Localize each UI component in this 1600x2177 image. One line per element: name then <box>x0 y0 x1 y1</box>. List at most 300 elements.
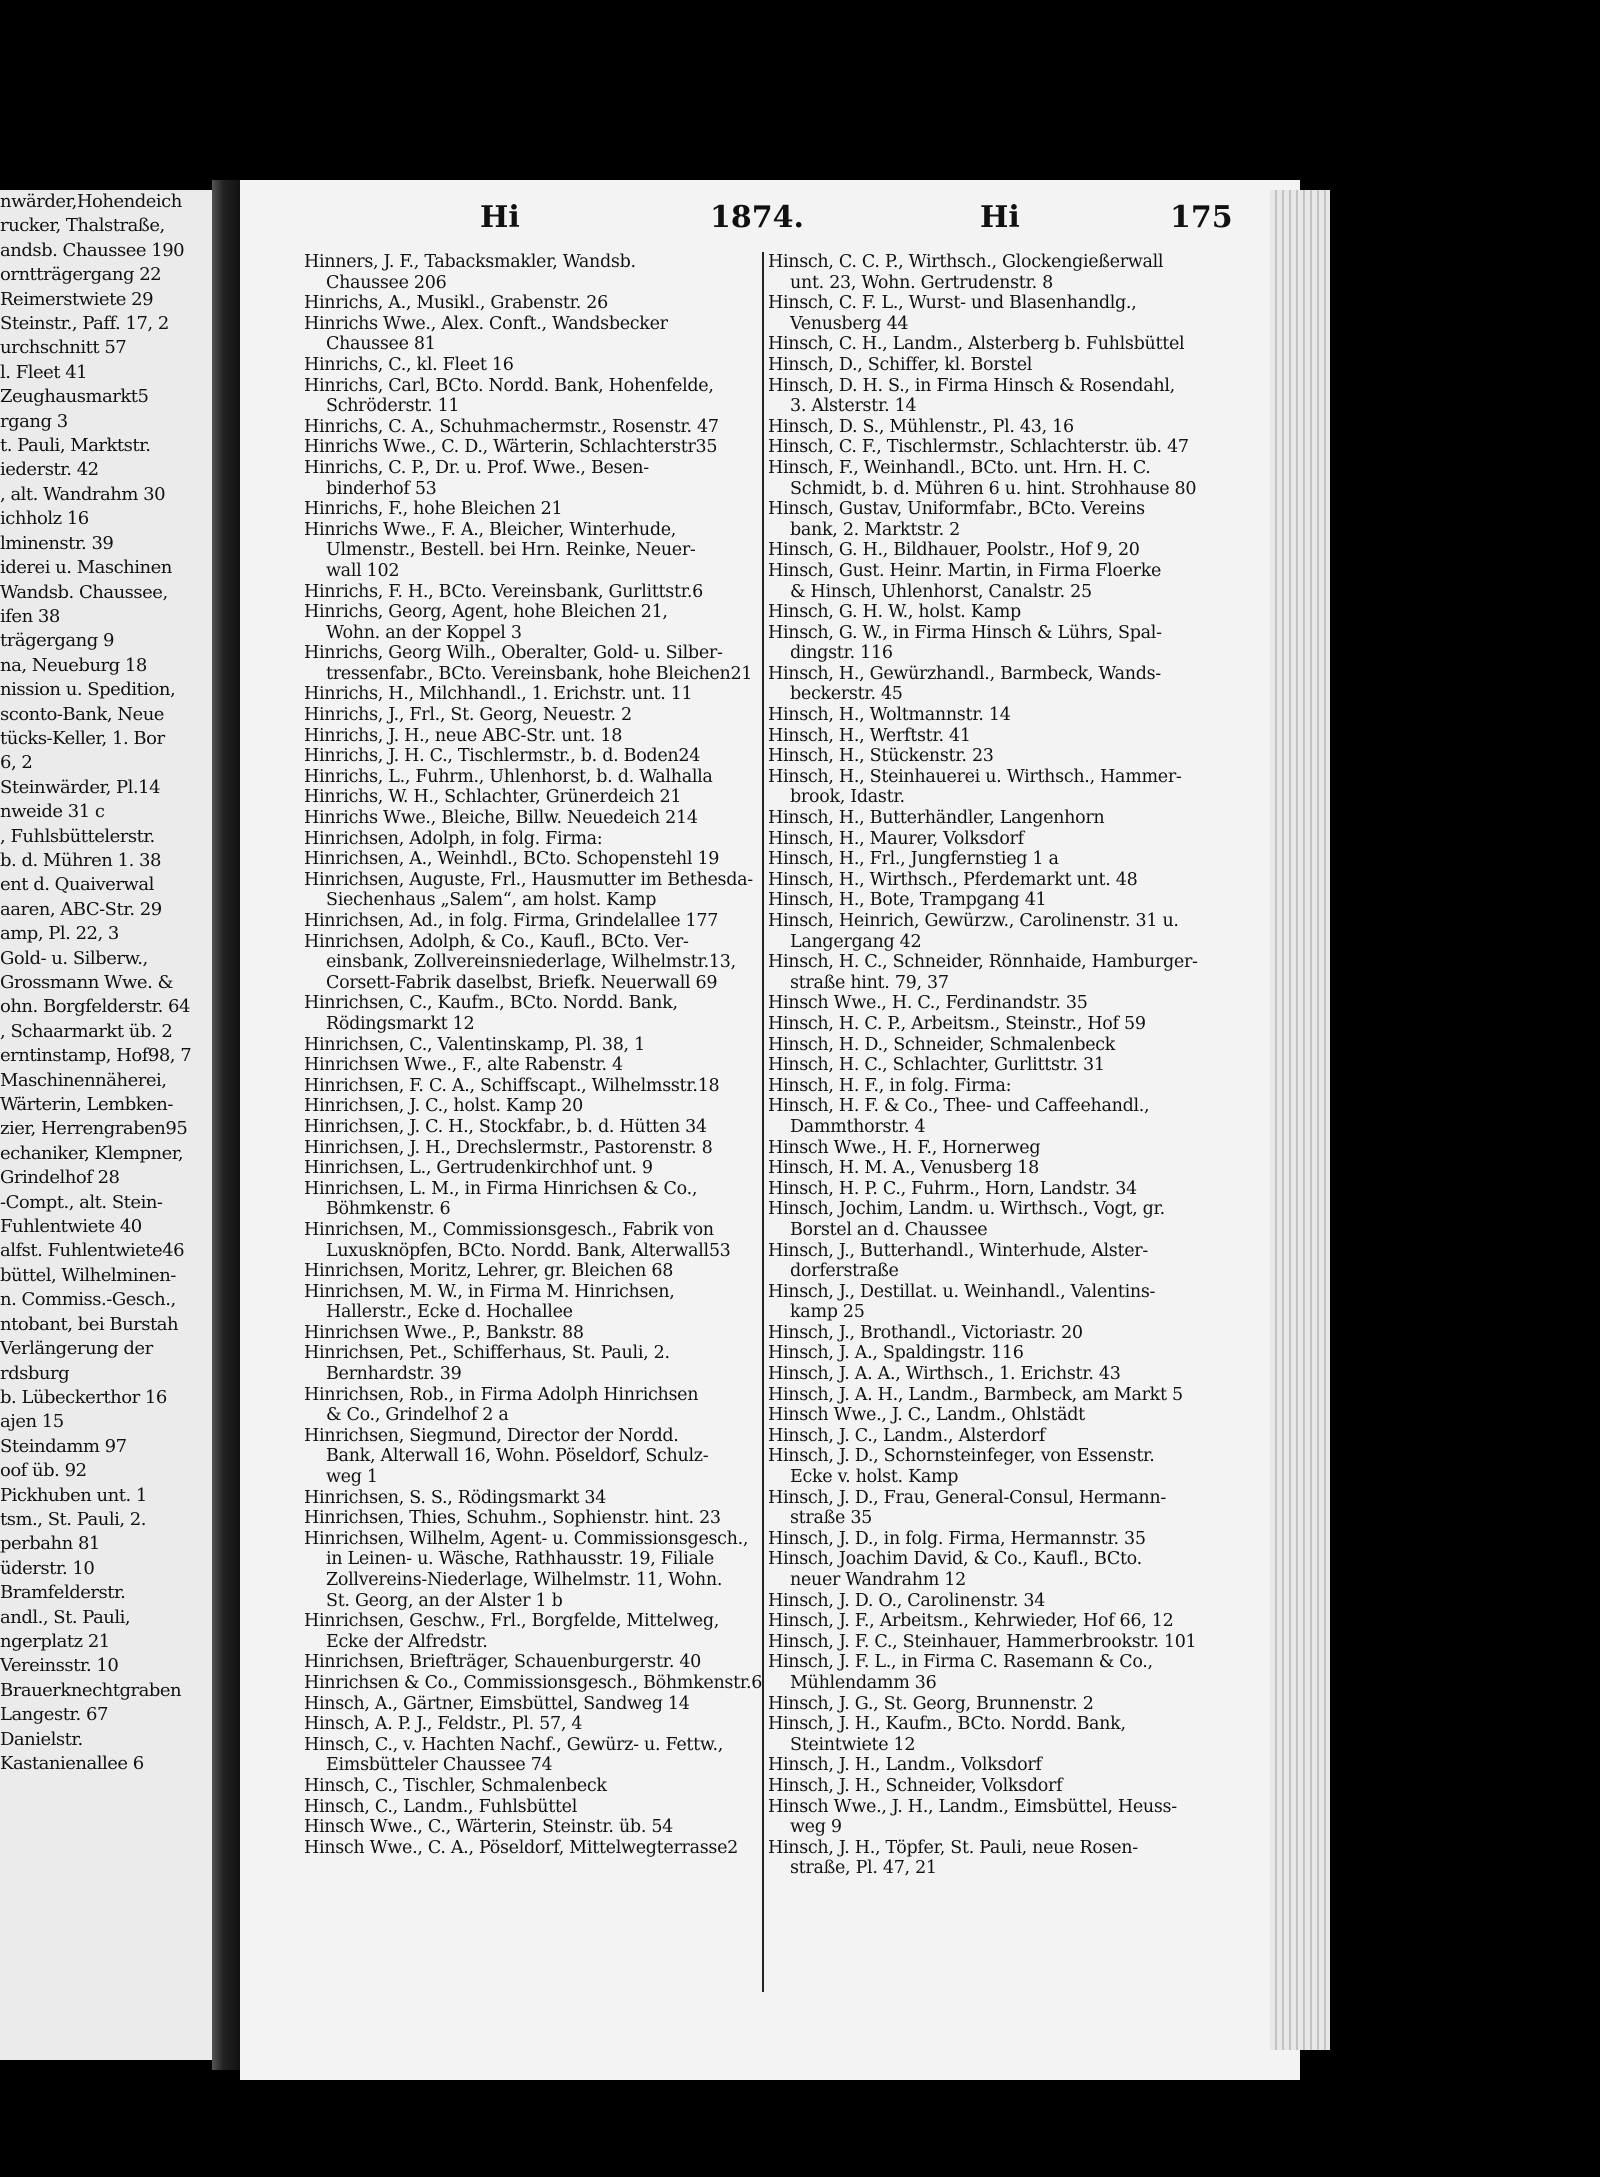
directory-entry <box>768 602 1228 623</box>
entry-line: Hinrichsen, Siegmund, Director der Nordd. <box>304 1425 679 1446</box>
entry-line: Hinsch, J. A., Spaldingstr. 116 <box>768 1343 1024 1364</box>
entry-continuation: Böhmkenstr. 6 <box>326 1199 451 1220</box>
left-fragment-line: , Fuhlsbüttelerstr. <box>0 825 155 847</box>
entry-line: Hinrichsen, Adolph, & Co., Kaufl., BCto. Ver- <box>304 931 689 952</box>
directory-entry <box>768 705 1228 726</box>
directory-entry <box>768 1343 1228 1364</box>
entry-continuation: & Co., Grindelhof 2 a <box>326 1405 509 1426</box>
left-fragment-line: lminenstr. 39 <box>0 532 114 554</box>
entry-line: Hinsch Wwe., J. H., Landm., Eimsbüttel, Heuss- <box>768 1796 1177 1817</box>
left-fragment-line: ent d. Quaiverwal <box>0 874 154 896</box>
entry-continuation: Langergang 42 <box>790 931 922 952</box>
directory-entry <box>768 437 1228 458</box>
left-fragment-line: echaniker, Klempner, <box>0 1142 184 1164</box>
page-header <box>300 200 1233 244</box>
entry-line: Hinrichsen, L., Gertrudenkirchhof unt. 9 <box>304 1158 653 1179</box>
directory-entry <box>768 1755 1228 1776</box>
directory-entry <box>304 1343 762 1384</box>
entry-line: Hinsch, H. F. & Co., Thee- und Caffeehandl., <box>768 1096 1150 1117</box>
entry-continuation: Zollvereins-Niederlage, Wilhelmstr. 11, Wohn. <box>326 1570 723 1590</box>
entry-line: Hinrichs, C. A., Schuhmachermstr., Rosenstr. 47 <box>304 416 719 437</box>
entry-continuation: einsbank, Zollvereinsniederlage, Wilhelmstr.13, <box>326 952 736 973</box>
directory-entry <box>768 561 1228 602</box>
left-fragment-line: n. Commiss.-Gesch., <box>0 1289 176 1311</box>
entry-continuation: straße, Pl. 47, 21 <box>790 1858 937 1879</box>
left-fragment-line: b. Lübeckerthor 16 <box>0 1386 167 1408</box>
directory-entry <box>304 1735 762 1776</box>
left-fragment-line: t. Pauli, Marktstr. <box>0 435 151 457</box>
entry-line: Hinrichs, H., Milchhandl., 1. Erichstr. unt. 11 <box>304 684 693 705</box>
entry-line: Hinsch, C., Landm., Fuhlsbüttel <box>304 1796 578 1817</box>
directory-entry <box>304 1138 762 1159</box>
left-fragment-line: alfst. Fuhlentwiete46 <box>0 1240 185 1262</box>
directory-entry <box>768 1632 1228 1653</box>
entry-line: Hinrichs Wwe., Alex. Conft., Wandsbecker <box>304 313 668 334</box>
entry-continuation: tressenfabr., BCto. Vereinsbank, hohe Bleichen21 <box>326 663 753 684</box>
directory-entry <box>304 458 762 499</box>
entry-line: Hinsch, H. F., in folg. Firma: <box>768 1075 1012 1096</box>
directory-entry <box>304 932 762 994</box>
directory-entry <box>304 602 762 643</box>
left-fragment-line: ifen 38 <box>0 605 60 627</box>
directory-entry <box>304 1817 762 1838</box>
directory-entry <box>768 540 1228 561</box>
directory-entry <box>304 726 762 747</box>
directory-entry <box>768 726 1228 747</box>
entry-line: Hinrichs Wwe., C. D., Wärterin, Schlachterstr35 <box>304 437 718 458</box>
left-fragment-line: ichholz 16 <box>0 508 89 530</box>
left-fragment-line: oof üb. 92 <box>0 1460 87 1482</box>
left-fragment-line: Wärterin, Lembken- <box>0 1094 173 1116</box>
entry-line: Hinsch, C., Tischler, Schmalenbeck <box>304 1775 607 1796</box>
directory-entry <box>768 1138 1228 1159</box>
left-fragment-line: Zeughausmarkt5 <box>0 386 149 408</box>
left-fragment-line: Brauerknechtgraben <box>0 1679 182 1701</box>
directory-entry <box>768 1076 1228 1097</box>
left-fragment-line: perbahn 81 <box>0 1533 100 1555</box>
entry-line: Hinrichs, A., Musikl., Grabenstr. 26 <box>304 293 608 314</box>
header-year: 1874. <box>710 200 804 235</box>
left-fragment-line: Langestr. 67 <box>0 1704 108 1726</box>
entry-line: Hinrichs, Carl, BCto. Nordd. Bank, Hohenfelde, <box>304 375 714 396</box>
entry-line: Hinsch, D. S., Mühlenstr., Pl. 43, 16 <box>768 416 1074 437</box>
entry-line: Hinsch, A. P. J., Feldstr., Pl. 57, 4 <box>304 1714 583 1735</box>
directory-entry <box>304 870 762 911</box>
directory-entry <box>304 829 762 850</box>
directory-entry <box>304 1776 762 1797</box>
entry-line: Hinsch, H., Wirthsch., Pferdemarkt unt. 48 <box>768 869 1138 890</box>
directory-entry <box>304 1673 762 1694</box>
entry-line: Hinrichsen, A., Weinhdl., BCto. Schopenstehl 19 <box>304 849 720 870</box>
entry-continuation: Chaussee 81 <box>326 334 436 355</box>
left-fragment-line: Steindamm 97 <box>0 1435 127 1457</box>
left-fragment-line: aaren, ABC-Str. 29 <box>0 898 162 920</box>
entry-line: Hinsch, H. D., Schneider, Schmalenbeck <box>768 1034 1116 1055</box>
entry-line: Hinsch, H., Frl., Jungfernstieg 1 a <box>768 849 1059 870</box>
entry-continuation: 3. Alsterstr. 14 <box>790 396 917 417</box>
directory-entry <box>304 808 762 829</box>
book-gutter <box>212 180 240 2070</box>
entry-line: Hinrichsen, L. M., in Firma Hinrichsen & Co., <box>304 1178 698 1199</box>
entry-continuation: Steintwiete 12 <box>790 1734 916 1755</box>
entry-continuation: Eimsbütteler Chaussee 74 <box>326 1755 553 1776</box>
directory-entry <box>304 787 762 808</box>
directory-entry <box>768 1776 1228 1797</box>
entry-line: Hinsch, H., Steinhauerei u. Wirthsch., Hammer- <box>768 766 1182 787</box>
entry-line: Hinrichsen, J. H., Drechslermstr., Pastorenstr. 8 <box>304 1137 713 1158</box>
directory-entry <box>768 1179 1228 1200</box>
directory-entry <box>768 1035 1228 1056</box>
directory-entry <box>768 458 1228 499</box>
left-fragment-line: Vereinsstr. 10 <box>0 1655 119 1677</box>
left-fragment-line: sconto-Bank, Neue <box>0 703 164 725</box>
directory-entry <box>768 1096 1228 1137</box>
directory-entry <box>768 1158 1228 1179</box>
entry-line: Hinsch Wwe., H. C., Ferdinandstr. 35 <box>768 993 1088 1014</box>
directory-entry <box>768 293 1228 334</box>
entry-line: Hinrichsen, Wilhelm, Agent- u. Commissionsgesch., <box>304 1528 749 1549</box>
entry-line: Hinrichs, J. H., neue ABC-Str. unt. 18 <box>304 725 623 746</box>
left-fragment-line: l. Fleet 41 <box>0 361 88 383</box>
directory-entry <box>768 623 1228 664</box>
entry-line: Hinrichs, F., hohe Bleichen 21 <box>304 499 563 520</box>
left-fragment-line: Bramfelderstr. <box>0 1582 126 1604</box>
entry-line: Hinsch, Jochim, Landm. u. Wirthsch., Vogt, gr. <box>768 1199 1165 1220</box>
directory-entry <box>304 376 762 417</box>
directory-entry <box>768 767 1228 808</box>
directory-entry <box>304 1117 762 1138</box>
entry-continuation: Schröderstr. 11 <box>326 396 460 417</box>
directory-entry <box>768 1611 1228 1632</box>
directory-entry <box>304 355 762 376</box>
entry-line: Hinsch, J. D., Schornsteinfeger, von Essenstr. <box>768 1446 1155 1467</box>
entry-line: Hinsch, H. M. A., Venusberg 18 <box>768 1158 1039 1179</box>
entry-line: Hinsch, H., Bote, Trampgang 41 <box>768 890 1047 911</box>
directory-entry <box>304 705 762 726</box>
entry-line: Hinrichsen, M. W., in Firma M. Hinrichsen, <box>304 1281 675 1302</box>
directory-entry <box>768 499 1228 540</box>
directory-entry <box>304 1838 762 1859</box>
left-fragment-line: urchschnitt 57 <box>0 337 127 359</box>
left-fragment-line: tücks-Keller, 1. Bor <box>0 727 165 749</box>
directory-entry <box>768 870 1228 891</box>
directory-entry <box>304 1508 762 1529</box>
directory-entry <box>304 1652 762 1673</box>
directory-entry <box>768 334 1228 355</box>
directory-entry <box>304 849 762 870</box>
entry-line: Hinsch, J. A. A., Wirthsch., 1. Erichstr. 43 <box>768 1364 1121 1385</box>
entry-line: Hinrichsen, J. C. H., Stockfabr., b. d. Hütten 34 <box>304 1116 707 1137</box>
entry-line: Hinrichs, Georg, Agent, hohe Bleichen 21, <box>304 602 668 623</box>
directory-entry <box>768 1797 1228 1838</box>
left-fragment-line: üderstr. 10 <box>0 1557 95 1579</box>
left-fragment-line: , alt. Wandrahm 30 <box>0 483 166 505</box>
entry-line: Hinsch, H. C., Schlachter, Gurlittstr. 31 <box>768 1055 1105 1076</box>
directory-entry <box>768 664 1228 705</box>
entry-line: Hinsch, H., Woltmannstr. 14 <box>768 705 1011 726</box>
left-fragment-line: zier, Herrengraben95 <box>0 1118 188 1140</box>
entry-line: Hinsch, J. C., Landm., Alsterdorf <box>768 1425 1046 1446</box>
left-fragment-line: Fuhlentwiete 40 <box>0 1216 142 1238</box>
directory-entry <box>304 746 762 767</box>
directory-entry <box>768 1364 1228 1385</box>
entry-line: Hinsch, J. H., Töpfer, St. Pauli, neue Rosen- <box>768 1837 1138 1858</box>
left-fragment-line: trägergang 9 <box>0 630 114 652</box>
entry-line: Hinsch, J. H., Kaufm., BCto. Nordd. Bank, <box>768 1714 1126 1735</box>
directory-entry <box>304 293 762 314</box>
directory-entry <box>304 1220 762 1261</box>
entry-line: Hinsch, H., Butterhändler, Langenhorn <box>768 808 1105 829</box>
directory-entry <box>768 1446 1228 1487</box>
entry-line: Hinrichsen, Briefträger, Schauenburgerstr. 40 <box>304 1652 702 1673</box>
left-fragment-line: Maschinennäherei, <box>0 1069 167 1091</box>
left-fragment-line: na, Neueburg 18 <box>0 654 147 676</box>
directory-column-2 <box>768 252 1228 1879</box>
entry-continuation: Ecke v. holst. Kamp <box>790 1467 959 1488</box>
entry-line: Hinrichsen, J. C., holst. Kamp 20 <box>304 1096 583 1117</box>
left-fragment-line: Kastanienallee 6 <box>0 1753 144 1774</box>
left-page-fragment <box>0 190 212 2060</box>
entry-line: Hinsch, J. A. H., Landm., Barmbeck, am Markt 5 <box>768 1384 1183 1405</box>
directory-entry <box>304 1797 762 1818</box>
directory-entry <box>768 1199 1228 1240</box>
entry-continuation: Mühlendamm 36 <box>790 1672 937 1693</box>
directory-entry <box>768 1282 1228 1323</box>
directory-entry <box>768 1405 1228 1426</box>
left-fragment-line: Steinwärder, Pl.14 <box>0 776 161 798</box>
entry-line: Hinrichsen, Geschw., Frl., Borgfelde, Mittelweg, <box>304 1611 719 1632</box>
entry-continuation: in Leinen- u. Wäsche, Rathhausstr. 19, Filiale <box>326 1549 714 1570</box>
left-fragment-line: andsb. Chaussee 190 <box>0 239 185 261</box>
left-fragment-line: Danielstr. <box>0 1728 83 1750</box>
entry-line: Hinsch, H., Maurer, Volksdorf <box>768 828 1024 849</box>
entry-line: Hinrichs Wwe., F. A., Bleicher, Winterhude, <box>304 519 677 540</box>
directory-entry <box>768 1694 1228 1715</box>
directory-entry <box>304 1426 762 1488</box>
directory-entry <box>768 911 1228 952</box>
directory-entry <box>768 1488 1228 1529</box>
directory-entry <box>768 1241 1228 1282</box>
entry-continuation: beckerstr. 45 <box>790 684 903 705</box>
directory-entry <box>768 1591 1228 1612</box>
directory-entry <box>768 1055 1228 1076</box>
entry-line: Hinrichsen, C., Valentinskamp, Pl. 38, 1 <box>304 1034 645 1055</box>
entry-continuation: wall 102 <box>326 560 400 581</box>
entry-line: Hinrichsen, Auguste, Frl., Hausmutter im Bethesda- <box>304 869 753 890</box>
directory-entry <box>304 767 762 788</box>
entry-continuation: weg 9 <box>790 1817 842 1838</box>
directory-entry <box>304 1385 762 1426</box>
directory-entry <box>304 417 762 438</box>
directory-entry <box>304 684 762 705</box>
directory-entry <box>304 1158 762 1179</box>
entry-line: Hinrichsen, C., Kaufm., BCto. Nordd. Bank, <box>304 993 678 1014</box>
entry-line: Hinsch, J. D. O., Carolinenstr. 34 <box>768 1590 1046 1611</box>
entry-line: Hinsch, D., Schiffer, kl. Borstel <box>768 354 1033 375</box>
entry-line: Hinrichsen, Pet., Schifferhaus, St. Pauli, 2. <box>304 1343 670 1364</box>
directory-entry <box>304 252 762 293</box>
entry-line: Hinsch, Gust. Heinr. Martin, in Firma Floerke <box>768 560 1162 581</box>
directory-entry <box>768 1385 1228 1406</box>
directory-entry <box>768 1323 1228 1344</box>
directory-column-1 <box>304 252 762 1858</box>
directory-entry <box>304 1694 762 1715</box>
entry-line: Hinrichsen & Co., Commissionsgesch., Böhmkenstr.6 <box>304 1672 763 1693</box>
entry-line: Hinsch, F., Weinhandl., BCto. unt. Hrn. H. C. <box>768 457 1151 478</box>
directory-entry <box>768 1014 1228 1035</box>
left-fragment-line: -Compt., alt. Stein- <box>0 1191 163 1213</box>
left-fragment-line: b. d. Mühren 1. 38 <box>0 849 161 871</box>
directory-entry <box>304 643 762 684</box>
entry-line: Hinners, J. F., Tabacksmakler, Wandsb. <box>304 252 636 272</box>
entry-line: Hinrichs, J. H. C., Tischlermstr., b. d. Boden24 <box>304 746 701 767</box>
directory-entry <box>304 499 762 520</box>
entry-line: Hinsch, J., Butterhandl., Winterhude, Alster- <box>768 1240 1148 1261</box>
directory-entry <box>768 890 1228 911</box>
entry-line: Hinsch, J., Destillat. u. Weinhandl., Valentins- <box>768 1281 1156 1302</box>
header-right-letters: Hi <box>980 200 1020 235</box>
entry-line: Hinsch, C. C. P., Wirthsch., Glockengießerwall <box>768 252 1164 272</box>
entry-line: Hinrichsen, Moritz, Lehrer, gr. Bleichen 68 <box>304 1261 674 1282</box>
left-fragment-line: rdsburg <box>0 1362 70 1384</box>
left-fragment-line: 6, 2 <box>0 752 33 774</box>
directory-entry <box>304 1611 762 1652</box>
entry-continuation: brook, Idastr. <box>790 787 905 808</box>
left-fragment-line: ntobant, bei Burstah <box>0 1313 179 1335</box>
entry-line: Hinsch, J. F., Arbeitsm., Kehrwieder, Hof 66, 12 <box>768 1611 1174 1632</box>
directory-entry <box>304 1261 762 1282</box>
entry-line: Hinsch, Gustav, Uniformfabr., BCto. Vereins <box>768 499 1145 520</box>
entry-continuation: weg 1 <box>326 1467 378 1488</box>
directory-entry <box>768 829 1228 850</box>
entry-line: Hinsch, C. F., Tischlermstr., Schlachterstr. üb. 47 <box>768 437 1189 458</box>
entry-line: Hinsch Wwe., C., Wärterin, Steinstr. üb. 54 <box>304 1817 674 1838</box>
entry-continuation: bank, 2. Marktstr. 2 <box>790 519 960 540</box>
directory-entry <box>304 582 762 603</box>
left-fragment-line: nission u. Spedition, <box>0 679 176 701</box>
entry-line: Hinsch Wwe., C. A., Pöseldorf, Mittelwegterrasse2 <box>304 1837 738 1858</box>
directory-entry <box>768 1714 1228 1755</box>
entry-continuation: Rödingsmarkt 12 <box>326 1013 475 1034</box>
directory-entry <box>768 252 1228 293</box>
left-fragment-line: tsm., St. Pauli, 2. <box>0 1508 146 1530</box>
left-fragment-line: rgang 3 <box>0 410 68 432</box>
entry-line: Hinsch, J. D., Frau, General-Consul, Hermann- <box>768 1487 1166 1508</box>
column-divider <box>762 252 764 1992</box>
entry-line: Hinsch, J. D., in folg. Firma, Hermannstr. 35 <box>768 1528 1146 1549</box>
directory-entry <box>768 952 1228 993</box>
entry-line: Hinrichs, C. P., Dr. u. Prof. Wwe., Besen- <box>304 457 649 478</box>
left-fragment-line: büttel, Wilhelminen- <box>0 1264 176 1286</box>
entry-line: Hinsch, J. F. C., Steinhauer, Hammerbrookstr. 101 <box>768 1631 1197 1652</box>
entry-continuation: Chaussee 206 <box>326 272 447 293</box>
directory-entry <box>304 520 762 582</box>
directory-entry <box>304 993 762 1034</box>
entry-line: Hinsch Wwe., H. F., Hornerweg <box>768 1137 1041 1158</box>
directory-entry <box>768 417 1228 438</box>
page-number: 175 <box>1170 200 1233 235</box>
directory-entry <box>768 1652 1228 1693</box>
directory-entry <box>304 437 762 458</box>
entry-line: Hinrichsen Wwe., P., Bankstr. 88 <box>304 1322 584 1343</box>
entry-line: Hinsch, D. H. S., in Firma Hinsch & Rosendahl, <box>768 375 1175 396</box>
entry-line: Hinsch, G. W., in Firma Hinsch & Lührs, Spal- <box>768 622 1162 643</box>
left-fragment-line: Pickhuben unt. 1 <box>0 1484 147 1506</box>
entry-continuation: Dammthorstr. 4 <box>790 1116 926 1137</box>
directory-entry <box>304 1529 762 1611</box>
entry-line: Hinsch, G. H., Bildhauer, Poolstr., Hof 9, 20 <box>768 540 1140 561</box>
directory-entry <box>304 1282 762 1323</box>
entry-continuation: Luxusknöpfen, BCto. Nordd. Bank, Alterwall53 <box>326 1240 731 1261</box>
left-fragment-line: iederstr. 42 <box>0 459 99 481</box>
entry-line: Hinsch, Joachim David, & Co., Kaufl., BCto. <box>768 1549 1142 1570</box>
left-fragment-line: Steinstr., Paff. 17, 2 <box>0 313 169 335</box>
entry-continuation: straße hint. 79, 37 <box>790 972 949 993</box>
directory-entry <box>304 911 762 932</box>
entry-line: Hinrichsen, F. C. A., Schiffscapt., Wilhelmsstr.18 <box>304 1075 720 1096</box>
directory-entry <box>768 1838 1228 1879</box>
entry-continuation: Schmidt, b. d. Mühren 6 u. hint. Strohhause 80 <box>790 478 1197 499</box>
left-fragment-line: Grossmann Wwe. & <box>0 972 174 993</box>
entry-line: Hinrichs, F. H., BCto. Vereinsbank, Gurlittstr.6 <box>304 581 703 602</box>
entry-continuation: kamp 25 <box>790 1302 865 1323</box>
directory-entry <box>768 993 1228 1014</box>
entry-continuation: & Hinsch, Uhlenhorst, Canalstr. 25 <box>790 581 1092 602</box>
directory-entry <box>768 376 1228 417</box>
left-fragment-line: , Schaarmarkt üb. 2 <box>0 1020 173 1042</box>
entry-line: Hinrichsen, Thies, Schuhm., Sophienstr. hint. 23 <box>304 1508 721 1529</box>
page-edges <box>1270 190 1330 2050</box>
left-fragment-line: nwärder,Hohendeich <box>0 191 182 212</box>
entry-line: Hinrichs, J., Frl., St. Georg, Neuestr. 2 <box>304 705 632 726</box>
entry-line: Hinrichs, L., Fuhrm., Uhlenhorst, b. d. Walhalla <box>304 766 713 787</box>
entry-continuation: Bernhardstr. 39 <box>326 1364 462 1385</box>
directory-entry <box>768 849 1228 870</box>
directory-entry <box>304 1055 762 1076</box>
entry-line: Hinsch, H. C., Schneider, Rönnhaide, Hamburger- <box>768 952 1198 973</box>
directory-entry <box>768 355 1228 376</box>
left-fragment-line: Grindelhof 28 <box>0 1167 120 1189</box>
left-fragment-line: iderei u. Maschinen <box>0 557 172 579</box>
entry-continuation: Bank, Alterwall 16, Wohn. Pöseldorf, Schulz- <box>326 1446 709 1467</box>
left-fragment-line: andl., St. Pauli, <box>0 1606 131 1628</box>
entry-line: Hinsch, H. P. C., Fuhrm., Horn, Landstr. 34 <box>768 1178 1137 1199</box>
entry-line: Hinrichsen, M., Commissionsgesch., Fabrik von <box>304 1219 714 1240</box>
directory-entry <box>304 1179 762 1220</box>
entry-continuation: dingstr. 116 <box>790 643 893 664</box>
directory-entry <box>304 1076 762 1097</box>
entry-continuation: neuer Wandrahm 12 <box>790 1570 966 1590</box>
entry-line: Hinsch, C. H., Landm., Alsterberg b. Fuhlsbüttel <box>768 334 1185 355</box>
directory-entry <box>304 1714 762 1735</box>
entry-line: Hinsch, G. H. W., holst. Kamp <box>768 602 1021 623</box>
header-left-letters: Hi <box>480 200 520 235</box>
left-fragment-line: ohn. Borgfelderstr. 64 <box>0 996 190 1018</box>
entry-continuation: Siechenhaus „Salem“, am holst. Kamp <box>326 890 657 911</box>
entry-line: Hinrichsen, Adolph, in folg. Firma: <box>304 828 603 849</box>
entry-continuation: Ulmenstr., Bestell. bei Hrn. Reinke, Neuer- <box>326 540 696 561</box>
entry-continuation: dorferstraße <box>790 1261 899 1282</box>
entry-line: Hinsch Wwe., J. C., Landm., Ohlstädt <box>768 1405 1085 1426</box>
entry-line: Hinsch, J. H., Landm., Volksdorf <box>768 1755 1042 1776</box>
entry-line: Hinrichsen, Rob., in Firma Adolph Hinrichsen <box>304 1384 699 1405</box>
entry-continuation: St. Georg, an der Alster 1 b <box>326 1590 563 1611</box>
entry-line: Hinsch, Heinrich, Gewürzw., Carolinenstr. 31 u. <box>768 911 1179 931</box>
left-fragment-line: nweide 31 c <box>0 801 105 823</box>
entry-line: Hinrichs Wwe., Bleiche, Billw. Neuedeich 214 <box>304 808 698 829</box>
left-fragment-line: orntträgergang 22 <box>0 264 162 286</box>
directory-entry <box>768 1426 1228 1447</box>
